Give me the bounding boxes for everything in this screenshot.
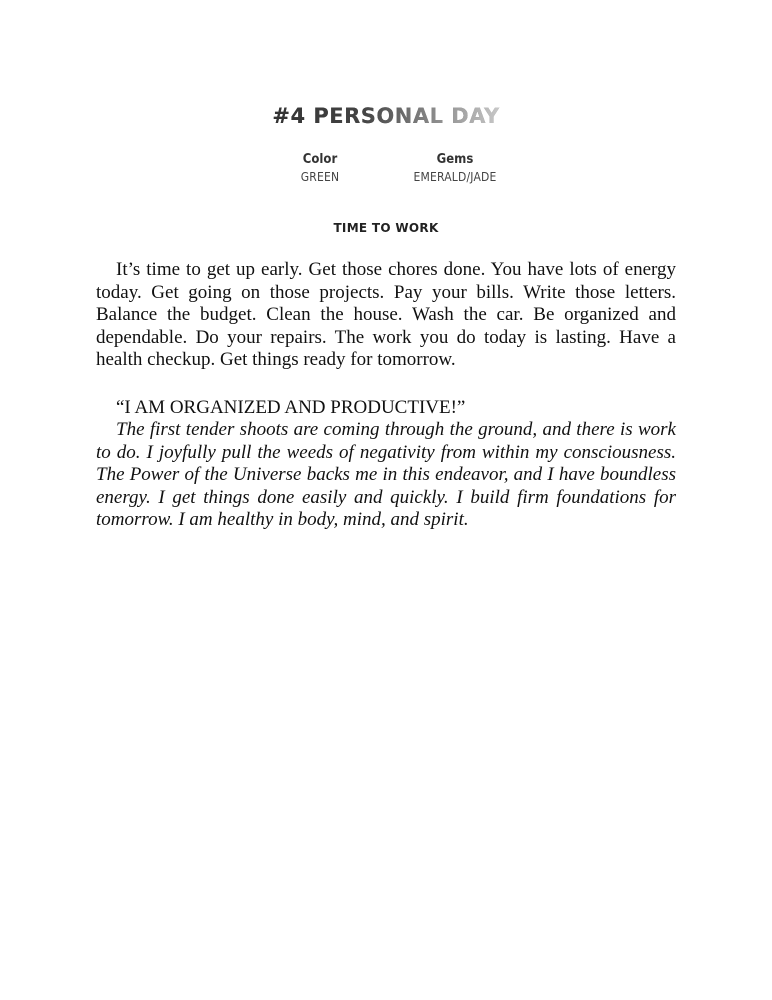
page-title [0,104,772,128]
page-title-text: #4 PERSONAL DAY [272,104,500,128]
gems-value: EMERALD/JADE [413,170,497,184]
body-paragraph: It’s time to get up early. Get those chores done. You have lots of energy today. Get going on those projects. Pay your bills. Write those letters. Balance the budget. Clean the house. Wash the car. Be organized and dependable. Do your repairs. The work you do today is lasting. Have a health checkup. Get things ready for tomorrow. [96,259,676,371]
color-label: Color [302,152,338,167]
color-value: GREEN [300,170,340,184]
section-heading: TIME TO WORK [333,221,439,235]
affirmation-heading: “I AM ORGANIZED AND PRODUCTIVE!” [116,397,466,418]
color-attribute [280,152,360,184]
affirmation-paragraph: The first tender shoots are coming through the ground, and there is work to do. I joyfully pull the weeds of negativity from within my consciousness. The Power of the Universe backs me in this endeavor, and I have boundless energy. I get things done easily and quickly. I build firm foundations for tomorrow. I am healthy in body, mind, and spirit. [96,419,676,531]
gems-attribute [395,152,515,184]
gems-label: Gems [436,152,474,167]
